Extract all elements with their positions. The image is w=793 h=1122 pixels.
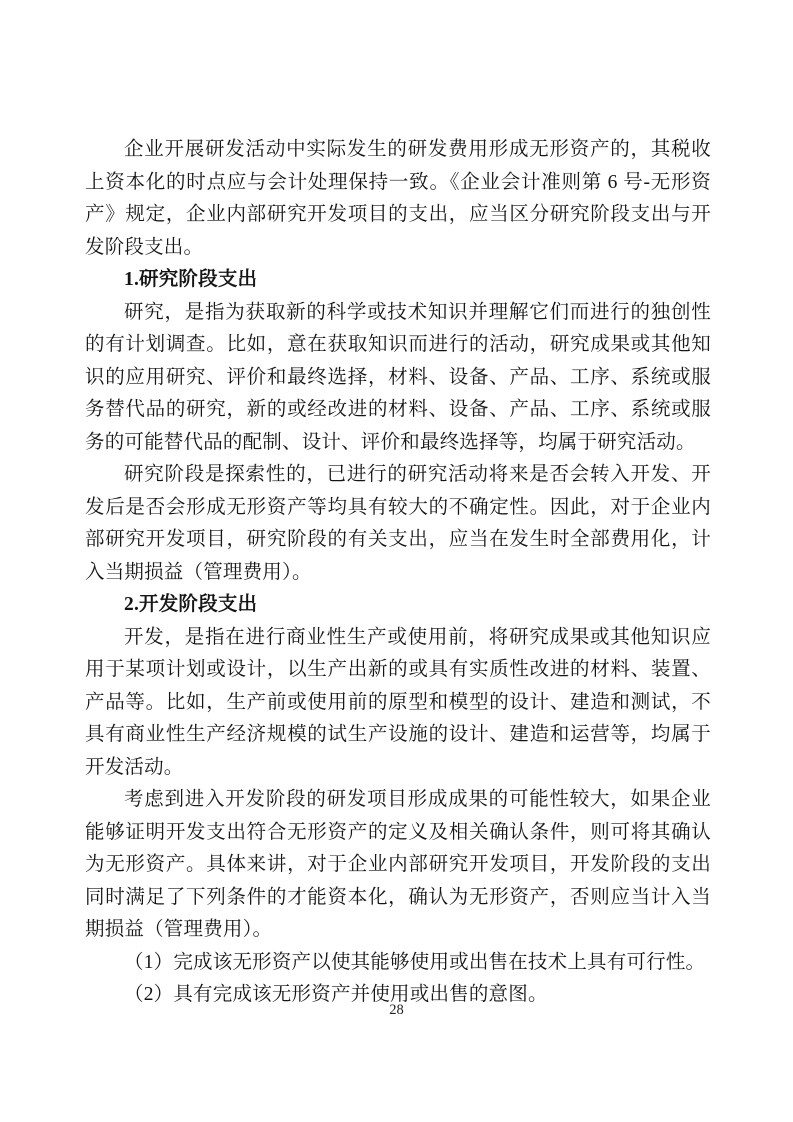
paragraph: 开发，是指在进行商业性生产或使用前，将研究成果或其他知识应用于某项计划或设计，以生产出新的或具有实质性改进的材料、装置、产品等。比如，生产前或使用前的原型和模型的设计、建造和测试，不具有商业性生产经济规模的试生产设施的设计、建造和运营等，均属于开发活动。	[85, 626, 711, 778]
paragraph: （1）完成该无形资产以使其能够使用或出售在技术上具有可行性。	[124, 951, 706, 973]
paragraph: 企业开展研发活动中实际发生的研发费用形成无形资产的，其税收上资本化的时点应与会计处理保持一致。《企业会计准则第 6 号-无形资产》规定，企业内部研究开发项目的支出，应当区分研究阶段支出与开发阶段支出。	[85, 139, 711, 258]
page-number: 28	[389, 1002, 404, 1018]
document-body	[85, 134, 711, 1012]
section-heading: 1.研究阶段支出	[124, 269, 258, 290]
paragraph: 研究阶段是探索性的，已进行的研究活动将来是否会转入开发、开发后是否会形成无形资产等均具有较大的不确定性。因此，对于企业内部研究开发项目，研究阶段的有关支出，应当在发生时全部费用化，计入当期损益（管理费用）。	[85, 464, 711, 583]
paragraph: （2）具有完成该无形资产并使用或出售的意图。	[124, 984, 548, 1005]
paragraph: 研究，是指为获取新的科学或技术知识并理解它们而进行的独创性的有计划调查。比如，意在获取知识而进行的活动，研究成果或其他知识的应用研究、评价和最终选择，材料、设备、产品、工序、系统或服务替代品的研究，新的或经改进的材料、设备、产品、工序、系统或服务的可能替代品的配制、设计、评价和最终选择等，均属于研究活动。	[85, 301, 711, 453]
section-heading: 2.开发阶段支出	[124, 594, 258, 615]
paragraph: 考虑到进入开发阶段的研发项目形成成果的可能性较大，如果企业能够证明开发支出符合无形资产的定义及相关确认条件，则可将其确认为无形资产。具体来讲，对于企业内部研究开发项目，开发阶段的支出同时满足了下列条件的才能资本化，确认为无形资产，否则应当计入当期损益（管理费用）。	[85, 789, 711, 940]
